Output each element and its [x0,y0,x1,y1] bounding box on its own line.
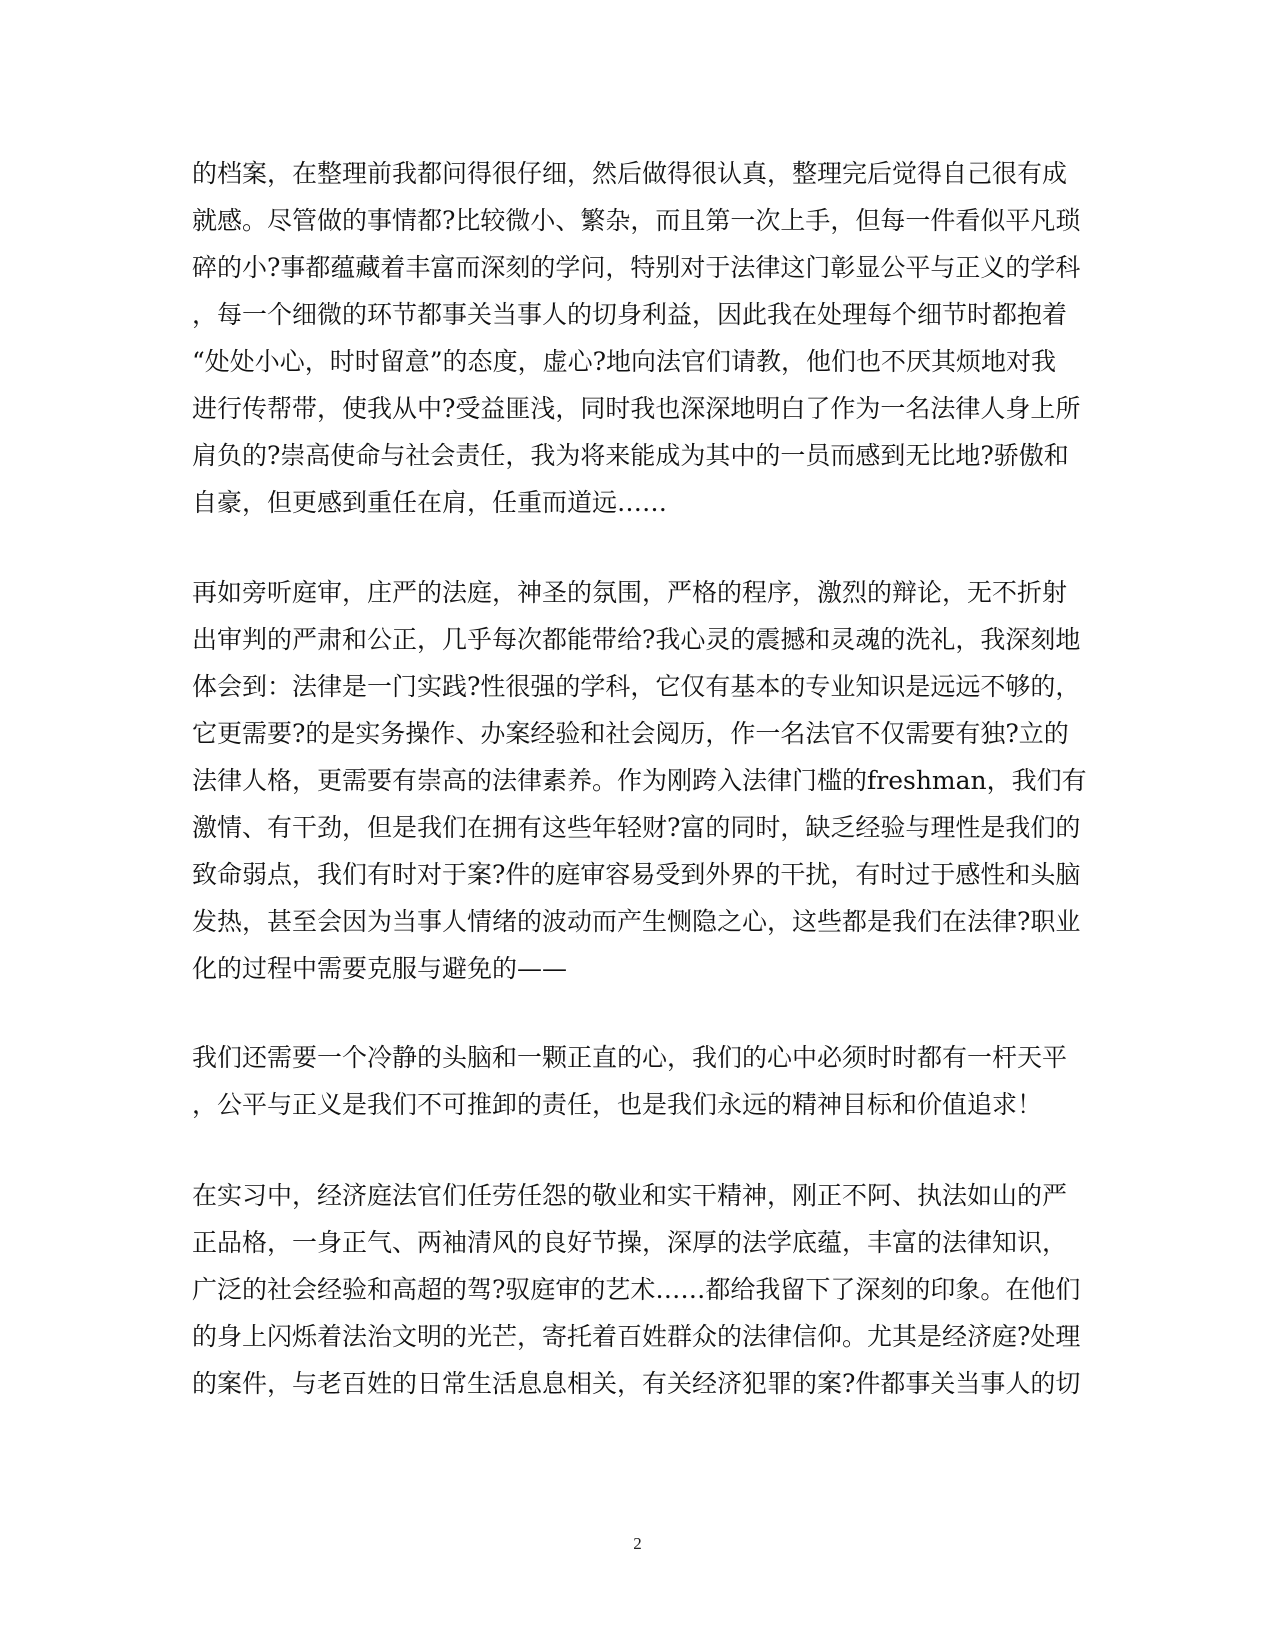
text-line: 碎的小?事都蕴藏着丰富而深刻的学问，特别对于法律这门彰显公平与正义的学科 [192,253,1081,282]
text-line: 正品格，一身正气、两袖清风的良好节操，深厚的法学底蕴，丰富的法律知识， [192,1228,1068,1257]
text-line: “处处小心，时时留意”的态度，虚心?地向法官们请教，他们也不厌其烦地对我 [192,347,1056,376]
text-line: 出审判的严肃和公正，几乎每次都能带给?我心灵的震撼和灵魂的洗礼，我深刻地 [192,625,1081,654]
text-line: 的档案，在整理前我都问得很仔细，然后做得很认真，整理完后觉得自己很有成 [192,159,1068,188]
text-line: 自豪，但更感到重任在肩，任重而道远…… [192,488,668,517]
text-line: ，每一个细微的环节都事关当事人的切身利益，因此我在处理每个细节时都抱着 [192,300,1068,329]
text-line: 发热，甚至会因为当事人情绪的波动而产生恻隐之心，这些都是我们在法律?职业 [192,907,1081,936]
text-line: 的案件，与老百姓的日常生活息息相关，有关经济犯罪的案?件都事关当事人的切 [192,1369,1081,1398]
text-line: 体会到：法律是一门实践?性很强的学科，它仅有基本的专业知识是远远不够的， [192,672,1081,701]
text-line: 再如旁听庭审，庄严的法庭，神圣的氛围，严格的程序，激烈的辩论，无不折射 [192,578,1068,607]
text-line: 在实习中，经济庭法官们任劳任怨的敬业和实干精神，刚正不阿、执法如山的严 [192,1181,1068,1210]
text-line: 它更需要?的是实务操作、办案经验和社会阅历，作一名法官不仅需要有独?立的 [192,719,1069,748]
text-line: 肩负的?崇高使命与社会责任，我为将来能成为其中的一员而感到无比地?骄傲和 [192,441,1069,470]
page-number: 2 [633,1534,642,1553]
text-line: 就感。尽管做的事情都?比较微小、繁杂，而且第一次上手，但每一件看似平凡琐 [192,206,1081,235]
text-line: 激情、有干劲，但是我们在拥有这些年轻财?富的同时，缺乏经验与理性是我们的 [192,813,1081,842]
text-line: 的身上闪烁着法治文明的光芒，寄托着百姓群众的法律信仰。尤其是经济庭?处理 [192,1322,1081,1351]
text-line: 化的过程中需要克服与避免的—— [192,954,568,983]
text-line: 进行传帮带，使我从中?受益匪浅，同时我也深深地明白了作为一名法律人身上所 [192,394,1081,423]
text-line: 致命弱点，我们有时对于案?件的庭审容易受到外界的干扰，有时过于感性和头脑 [192,860,1081,889]
text-line: ，公平与正义是我们不可推卸的责任，也是我们永远的精神目标和价值追求！ [192,1090,1043,1119]
text-line: 法律人格，更需要有崇高的法律素养。作为刚跨入法律门槛的freshman，我们有 [192,766,1087,795]
text-line: 广泛的社会经验和高超的驾?驭庭审的艺术……都给我留下了深刻的印象。在他们 [192,1275,1081,1304]
text-line: 我们还需要一个冷静的头脑和一颗正直的心，我们的心中必须时时都有一杆天平 [192,1043,1068,1072]
